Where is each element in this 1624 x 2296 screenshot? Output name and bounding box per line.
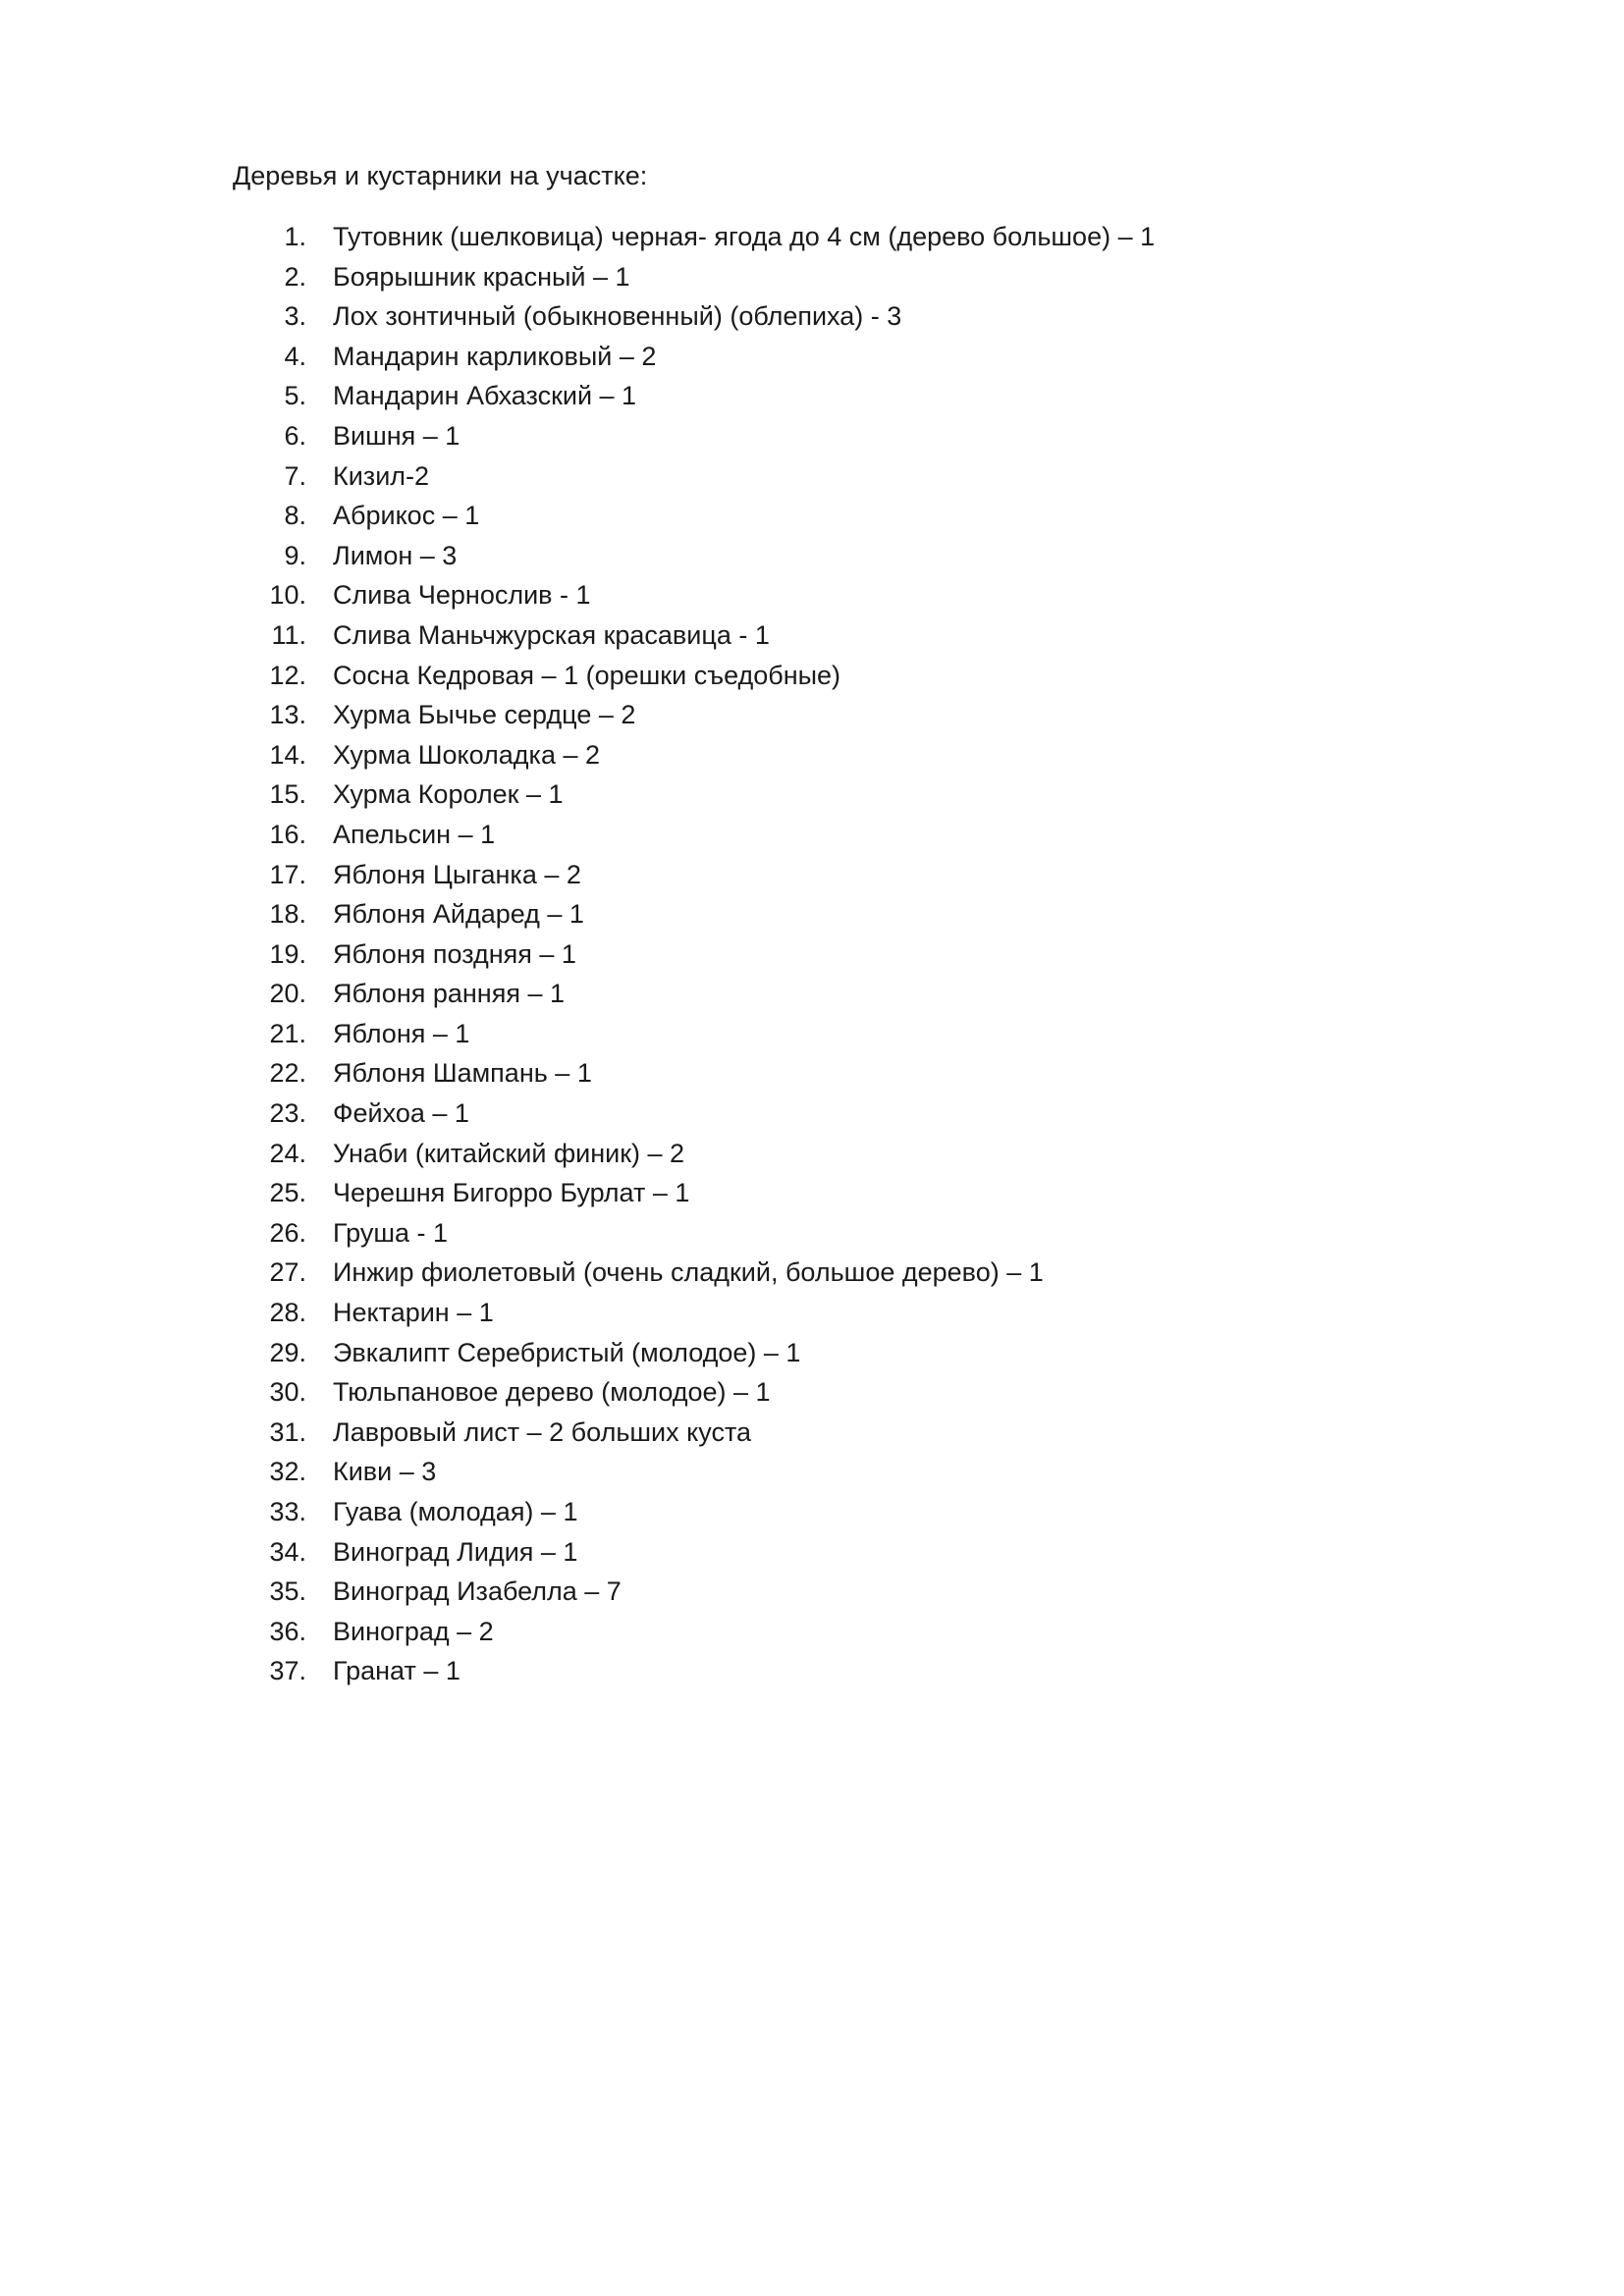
list-item (233, 1014, 1411, 1054)
list-item (233, 496, 1411, 536)
list-item-number: 26. (269, 1217, 306, 1248)
list-item-text: Апельсин – 1 (333, 819, 496, 849)
list-item (233, 1612, 1411, 1652)
list-item-number: 30. (269, 1377, 306, 1408)
list-item-number: 27. (269, 1257, 306, 1288)
list-item-text: Гранат – 1 (333, 1656, 460, 1686)
list-item-text: Черешня Бигорро Бурлат – 1 (333, 1178, 690, 1208)
list-item-number: 20. (269, 979, 306, 1009)
list-item-text: Слива Маньчжурская красавица - 1 (333, 619, 770, 650)
list-item-text: Яблоня Шампань – 1 (333, 1058, 592, 1089)
list-item (233, 695, 1411, 735)
list-item (233, 1532, 1411, 1573)
list-item-number: 34. (269, 1536, 306, 1567)
list-item-number: 24. (269, 1138, 306, 1168)
list-item-text: Нектарин – 1 (333, 1298, 494, 1328)
list-item-text: Тутовник (шелковица) черная- ягода до 4 см (дерево большое) – 1 (333, 222, 1156, 251)
list-item-number: 1. (284, 222, 306, 251)
list-item-text: Яблоня ранняя – 1 (333, 979, 565, 1009)
list-item-text: Гуава (молодая) – 1 (333, 1497, 578, 1526)
document-heading: Деревья и кустарники на участке: (233, 161, 648, 190)
list-item (233, 1053, 1411, 1094)
list-item (233, 1572, 1411, 1612)
list-item-number: 2. (284, 261, 306, 292)
list-item-text: Вишня – 1 (333, 420, 460, 451)
list-item-number: 15. (269, 779, 306, 810)
list-item (233, 1413, 1411, 1453)
list-item-number: 28. (269, 1298, 306, 1328)
list-item-text: Инжир фиолетовый (очень сладкий, большое дерево) – 1 (333, 1257, 1044, 1288)
list-item (233, 376, 1411, 416)
list-item (233, 615, 1411, 656)
list-item-text: Тюльпановое дерево (молодое) – 1 (333, 1377, 771, 1408)
list-item-text: Слива Чернослив - 1 (333, 580, 591, 611)
list-item-text: Яблоня Цыганка – 2 (333, 859, 581, 889)
list-item-number: 33. (269, 1497, 306, 1526)
list-item-text: Яблоня Айдаред – 1 (333, 899, 584, 930)
list-item-text: Мандарин Абхазский – 1 (333, 381, 637, 411)
list-item (233, 1452, 1411, 1492)
list-item-number: 17. (269, 859, 306, 889)
list-item (233, 416, 1411, 456)
list-item-text: Хурма Шоколадка – 2 (333, 739, 600, 770)
list-item (233, 1651, 1411, 1691)
list-item (233, 815, 1411, 855)
list-item-text: Унаби (китайский финик) – 2 (333, 1138, 685, 1168)
list-item-number: 35. (269, 1576, 306, 1607)
list-item-number: 36. (269, 1616, 306, 1646)
list-item-text: Яблоня поздняя – 1 (333, 938, 576, 969)
list-item (233, 974, 1411, 1014)
list-item (233, 1492, 1411, 1532)
list-item-text: Лавровый лист – 2 больших куста (333, 1416, 752, 1447)
list-item (233, 1293, 1411, 1333)
list-item-number: 18. (269, 899, 306, 930)
list-item-number: 7. (284, 460, 306, 491)
list-item-number: 12. (269, 660, 306, 690)
list-item (233, 536, 1411, 576)
list-item-number: 10. (269, 580, 306, 611)
list-item-number: 22. (269, 1058, 306, 1089)
list-item-number: 25. (269, 1178, 306, 1208)
list-item (233, 1372, 1411, 1413)
list-item-number: 11. (271, 619, 306, 650)
list-item-text: Яблоня – 1 (333, 1018, 470, 1048)
list-item-number: 14. (269, 739, 306, 770)
list-item-text: Виноград – 2 (333, 1616, 494, 1646)
list-item-number: 4. (284, 341, 306, 371)
list-item-text: Лимон – 3 (333, 540, 458, 570)
list-item-text: Абрикос – 1 (333, 501, 480, 531)
list-item-number: 13. (269, 700, 306, 730)
list-item (233, 1094, 1411, 1134)
list-item (233, 337, 1411, 377)
list-item-text: Хурма Королек – 1 (333, 779, 564, 810)
list-item (233, 894, 1411, 934)
list-item (233, 1213, 1411, 1254)
list-item-text: Хурма Бычье сердце – 2 (333, 700, 636, 730)
list-item (233, 735, 1411, 775)
list-item-number: 16. (269, 819, 306, 849)
list-item-number: 31. (269, 1416, 306, 1447)
list-item (233, 1253, 1411, 1293)
list-item-number: 6. (284, 420, 306, 451)
list-item-text: Киви – 3 (333, 1457, 437, 1487)
plant-list (233, 217, 1411, 1691)
list-item (233, 1173, 1411, 1213)
list-item-number: 3. (284, 301, 306, 332)
list-item-text: Мандарин карликовый – 2 (333, 341, 657, 371)
list-item-text: Виноград Лидия – 1 (333, 1536, 578, 1567)
list-item-text: Кизил-2 (333, 460, 430, 491)
list-item-number: 29. (269, 1337, 306, 1367)
list-item (233, 296, 1411, 337)
list-item-number: 32. (269, 1457, 306, 1487)
list-item-text: Эвкалипт Серебристый (молодое) – 1 (333, 1337, 801, 1367)
list-item-number: 5. (284, 381, 306, 411)
list-item-number: 19. (269, 938, 306, 969)
list-item (233, 1134, 1411, 1174)
list-item (233, 934, 1411, 975)
list-item-text: Виноград Изабелла – 7 (333, 1576, 622, 1607)
list-item (233, 257, 1411, 297)
list-item (233, 575, 1411, 615)
list-item-text: Фейхоа – 1 (333, 1098, 469, 1129)
list-item-number: 23. (269, 1098, 306, 1129)
list-item (233, 217, 1411, 257)
list-item (233, 656, 1411, 696)
list-item-text: Лох зонтичный (обыкновенный) (облепиха) - 3 (333, 301, 902, 332)
list-item-number: 37. (269, 1656, 306, 1686)
list-item (233, 456, 1411, 497)
list-item-text: Боярышник красный – 1 (333, 261, 630, 292)
list-item (233, 1333, 1411, 1373)
list-item-number: 21. (269, 1018, 306, 1048)
list-item-number: 9. (284, 540, 306, 570)
list-item-text: Груша - 1 (333, 1217, 449, 1248)
list-item-text: Сосна Кедровая – 1 (орешки съедобные) (333, 660, 841, 690)
list-item-number: 8. (284, 501, 306, 531)
list-item (233, 774, 1411, 815)
list-item (233, 855, 1411, 895)
